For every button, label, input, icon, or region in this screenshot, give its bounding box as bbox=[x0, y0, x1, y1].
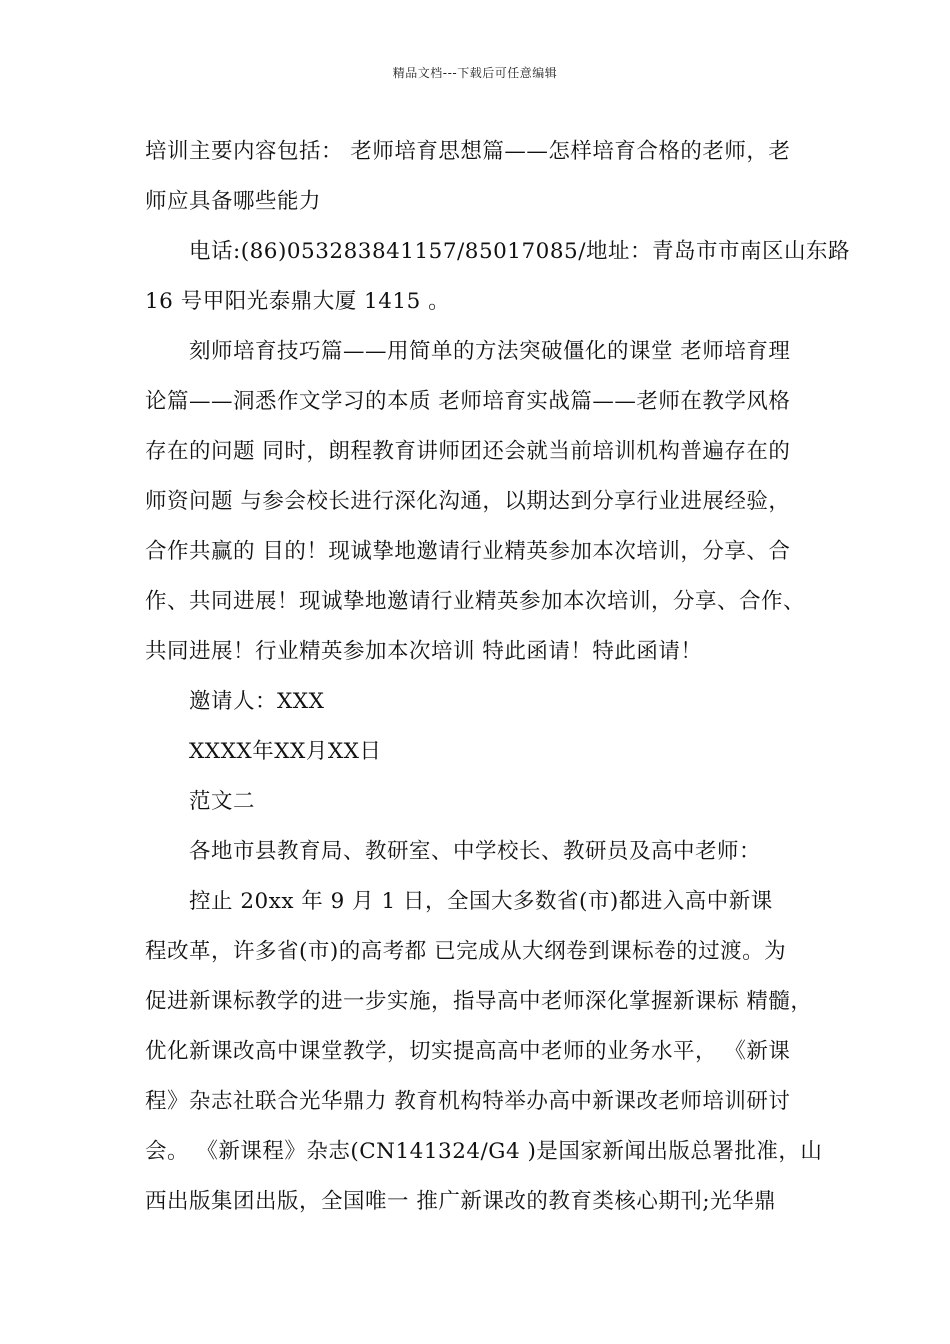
text-line: 促进新课标教学的进一步实施，指导高中老师深化掌握新课标 精髓， bbox=[145, 989, 813, 1014]
contact-line: 电话:(86)053283841157/85017085/地址：青岛市市南区山东路 bbox=[189, 239, 850, 264]
inviter-line: 邀请人：XXX bbox=[189, 689, 325, 714]
text-line: 存在的问题 同时，朗程教育讲师团还会就当前培训机构普遍存在的 bbox=[145, 439, 791, 464]
text-line: 会。 《新课程》杂志(CN141324/G4 )是国家新闻出版总署批准，山 bbox=[145, 1139, 823, 1164]
text-line: 共同进展！行业精英参加本次培训 特此函请！特此函请！ bbox=[145, 639, 703, 664]
text-line: 作、共同进展！现诚挚地邀请行业精英参加本次培训，分享、合作、 bbox=[145, 589, 806, 614]
salutation-line: 各地市县教育局、教研室、中学校长、教研员及高中老师： bbox=[189, 839, 762, 864]
text-line: 师应具备哪些能力 bbox=[145, 189, 322, 214]
text-line: 合作共赢的 目的！现诚挚地邀请行业精英参加本次培训，分享、合 bbox=[145, 539, 791, 564]
section-title: 范文二 bbox=[189, 789, 256, 814]
page-header: 精品文档---下载后可任意编辑 bbox=[392, 66, 558, 80]
text-line: 培训主要内容包括： 老师培育思想篇——怎样培育合格的老师，老 bbox=[145, 139, 791, 164]
text-line: 论篇——洞悉作文学习的本质 老师培育实战篇——老师在教学风格 bbox=[145, 389, 791, 414]
text-line: 16 号甲阳光泰鼎大厦 1415 。 bbox=[145, 289, 451, 314]
text-line: 西出版集团出版，全国唯一 推广新课改的教育类核心期刊;光华鼎 bbox=[145, 1189, 777, 1214]
text-line: 刻师培育技巧篇——用简单的方法突破僵化的课堂 老师培育理 bbox=[189, 339, 791, 364]
text-line: 程》杂志社联合光华鼎力 教育机构特举办高中新课改老师培训研讨 bbox=[145, 1089, 791, 1114]
text-line: 程改革，许多省(市)的高考都 已完成从大纲卷到课标卷的过渡。为 bbox=[145, 939, 787, 964]
date-line: XXXX年XX月XX日 bbox=[189, 739, 382, 764]
document-body bbox=[145, 132, 850, 1232]
text-line: 控止 20xx 年 9 月 1 日，全国大多数省(市)都进入高中新课 bbox=[189, 889, 773, 914]
text-line: 优化新课改高中课堂教学，切实提高高中老师的业务水平， 《新课 bbox=[145, 1039, 791, 1064]
text-line: 师资问题 与参会校长进行深化沟通，以期达到分享行业进展经验， bbox=[145, 489, 791, 514]
